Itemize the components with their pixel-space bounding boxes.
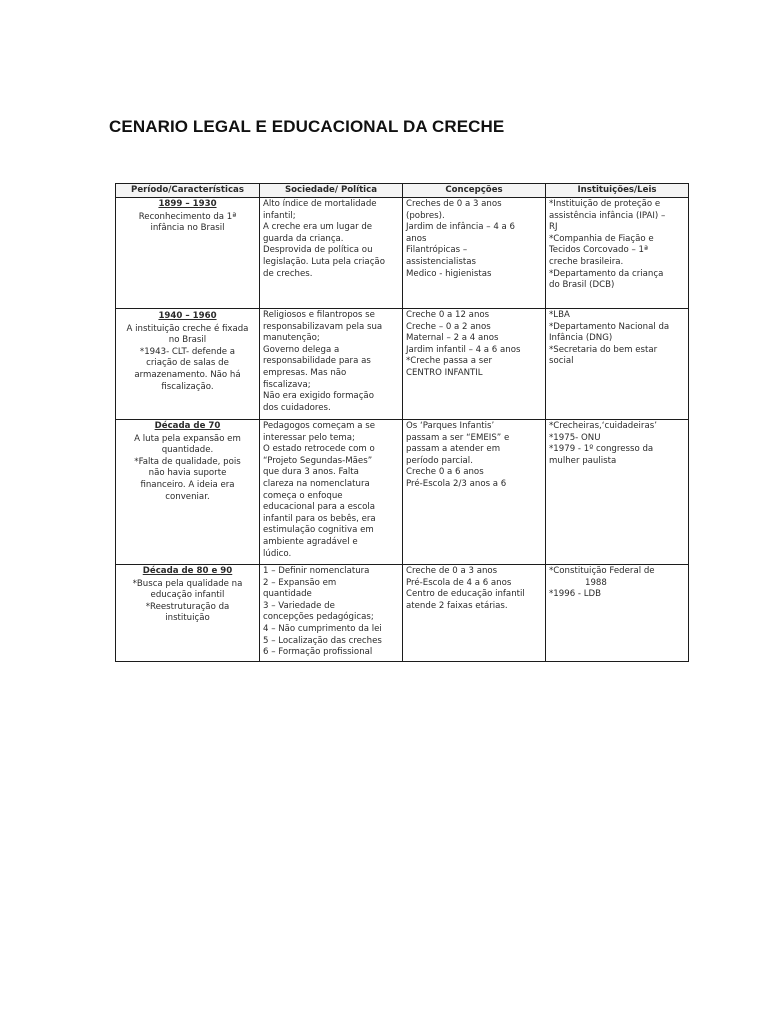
period-name: Década de 80 e 90 bbox=[142, 566, 233, 576]
cell-line: CENTRO INFANTIL bbox=[406, 367, 483, 378]
cell-line: assistência infância (IPAI) – bbox=[549, 210, 666, 221]
cell-line: 4 – Não cumprimento da lei bbox=[263, 623, 382, 634]
cell-line: fiscalizava; bbox=[263, 379, 311, 390]
cell-line: Centro de educação infantil bbox=[406, 589, 525, 600]
period-text: *Busca pela qualidade na bbox=[132, 578, 243, 589]
period-text: Reconhecimento da 1ª bbox=[138, 211, 237, 222]
cell-line: *Secretaria do bem estar bbox=[549, 344, 658, 355]
period-text: educação infantil bbox=[150, 590, 225, 601]
cell-line: Jardim de infância – 4 a 6 bbox=[406, 222, 515, 233]
cell-line: Creche 0 a 12 anos bbox=[406, 310, 490, 320]
cell-line: Jardim infantil – 4 a 6 anos bbox=[406, 344, 521, 355]
period-text: financeiro. A ideia era bbox=[140, 479, 235, 490]
sociedade-cell bbox=[260, 309, 403, 420]
cell-line: “Projeto Segundas-Mães” bbox=[263, 455, 373, 466]
instituicoes-cell bbox=[546, 420, 689, 565]
creche-history-table bbox=[115, 183, 689, 662]
cell-line: *Crecheiras,‘cuidadeiras’ bbox=[549, 421, 657, 431]
period-text: *1943- CLT- defende a bbox=[139, 346, 236, 357]
cell-line: passam a ser “EMEIS” e bbox=[406, 432, 510, 443]
cell-line: *Departamento Nacional da bbox=[549, 321, 670, 332]
cell-line: *1996 - LDB bbox=[549, 589, 602, 600]
cell-line: que dura 3 anos. Falta bbox=[263, 467, 359, 478]
sociedade-cell bbox=[260, 198, 403, 309]
cell-line: 1988 bbox=[585, 577, 607, 588]
cell-line: 1 – Definir nomenclatura bbox=[263, 566, 370, 576]
cell-line: concepções pedagógicas; bbox=[263, 612, 374, 623]
cell-line: Infância (DNG) bbox=[549, 333, 613, 344]
sociedade-cell bbox=[260, 420, 403, 565]
cell-line: de creches. bbox=[263, 268, 313, 279]
instituicoes-cell bbox=[546, 565, 689, 662]
table-row bbox=[116, 565, 689, 662]
cell-line: (pobres). bbox=[406, 210, 445, 221]
cell-line: Creches de 0 a 3 anos bbox=[406, 199, 502, 209]
cell-line: assistencialistas bbox=[406, 256, 476, 267]
cell-line: *Constituição Federal de bbox=[549, 566, 655, 576]
period-text: *Falta de qualidade, pois bbox=[134, 456, 241, 467]
cell-line: *Creche passa a ser bbox=[406, 356, 493, 367]
cell-line: interessar pelo tema; bbox=[263, 432, 355, 443]
period-text: A luta pela expansão em bbox=[134, 433, 241, 444]
cell-line: Filantrópicas – bbox=[406, 245, 468, 256]
table-header-row bbox=[116, 184, 689, 198]
cell-line: Creche de 0 a 3 anos bbox=[406, 566, 498, 576]
cell-line: Tecidos Corcovado – 1ª bbox=[549, 245, 649, 256]
cell-line: social bbox=[549, 356, 574, 367]
table-row bbox=[116, 198, 689, 309]
cell-line: começa o enfoque bbox=[263, 490, 343, 501]
concepcoes-cell bbox=[403, 198, 546, 309]
cell-line: lúdico. bbox=[263, 548, 292, 559]
instituicoes-cell bbox=[546, 309, 689, 420]
period-text: no Brasil bbox=[168, 335, 207, 346]
cell-line: Pré-Escola de 4 a 6 anos bbox=[406, 577, 512, 588]
cell-line: legislação. Luta pela criação bbox=[263, 256, 385, 267]
period-cell bbox=[116, 420, 260, 565]
table-row bbox=[116, 309, 689, 420]
cell-line: anos bbox=[406, 233, 427, 244]
cell-line: *Instituição de proteção e bbox=[549, 199, 661, 209]
period-name: Década de 70 bbox=[154, 421, 221, 431]
cell-line: Creche 0 a 6 anos bbox=[406, 467, 484, 478]
cell-line: 5 – Localização das creches bbox=[263, 635, 382, 646]
cell-line: creche brasileira. bbox=[549, 256, 624, 267]
period-cell bbox=[116, 309, 260, 420]
period-text: A instituição creche é fixada bbox=[126, 323, 249, 334]
header-concepcoes: Concepções bbox=[403, 184, 546, 198]
cell-line: Alto índice de mortalidade bbox=[263, 199, 377, 209]
period-text: quantidade. bbox=[161, 445, 214, 456]
cell-line: período parcial. bbox=[406, 455, 473, 466]
period-text: fiscalização. bbox=[161, 381, 214, 392]
period-name: 1940 – 1960 bbox=[158, 311, 217, 321]
period-text: infância no Brasil bbox=[150, 223, 225, 234]
period-cell bbox=[116, 565, 260, 662]
header-periodo: Período/Características bbox=[116, 184, 260, 198]
cell-line: Pedagogos começam a se bbox=[263, 421, 376, 431]
cell-line: mulher paulista bbox=[549, 455, 617, 466]
period-text: instituição bbox=[165, 613, 210, 624]
cell-line: Religiosos e filantropos se bbox=[263, 310, 375, 320]
cell-line: Creche – 0 a 2 anos bbox=[406, 321, 491, 332]
cell-line: atende 2 faixas etárias. bbox=[406, 600, 508, 611]
cell-line: manutenção; bbox=[263, 333, 320, 344]
cell-line: A creche era um lugar de bbox=[263, 222, 373, 233]
cell-line: passam a atender em bbox=[406, 444, 501, 455]
cell-line: O estado retrocede com o bbox=[263, 444, 375, 455]
cell-line: Governo delega a bbox=[263, 344, 340, 355]
cell-line: 2 – Expansão em bbox=[263, 577, 337, 588]
cell-line: responsabilidade para as bbox=[263, 356, 371, 367]
cell-line: empresas. Mas não bbox=[263, 367, 347, 378]
cell-line: Desprovida de política ou bbox=[263, 245, 373, 256]
cell-line: *1975- ONU bbox=[549, 432, 601, 443]
cell-line: *Companhia de Fiação e bbox=[549, 233, 654, 244]
period-text: criação de salas de bbox=[146, 358, 229, 369]
cell-line: clareza na nomenclatura bbox=[263, 478, 370, 489]
cell-line: 3 – Variedade de bbox=[263, 600, 335, 611]
concepcoes-cell bbox=[403, 309, 546, 420]
instituicoes-cell bbox=[546, 198, 689, 309]
table-row bbox=[116, 420, 689, 565]
period-text: *Reestruturação da bbox=[145, 601, 230, 612]
cell-line: Maternal – 2 a 4 anos bbox=[406, 333, 499, 344]
cell-line: responsabilizavam pela sua bbox=[263, 321, 383, 332]
cell-line: Pré-Escola 2/3 anos a 6 bbox=[406, 478, 507, 489]
cell-line: *1979 - 1º congresso da bbox=[549, 444, 654, 455]
period-name: 1899 – 1930 bbox=[158, 199, 217, 209]
cell-line: *Departamento da criança bbox=[549, 268, 664, 279]
cell-line: *LBA bbox=[549, 310, 570, 320]
cell-line: dos cuidadores. bbox=[263, 402, 331, 413]
cell-line: ambiente agradável e bbox=[263, 536, 358, 547]
period-text: armazenamento. Não há bbox=[134, 369, 241, 380]
sociedade-cell bbox=[260, 565, 403, 662]
cell-line: estimulação cognitiva em bbox=[263, 525, 374, 536]
cell-line: infantil; bbox=[263, 210, 296, 221]
period-text: conveniar. bbox=[165, 491, 210, 502]
cell-line: educacional para a escola bbox=[263, 502, 376, 513]
header-instituicoes: Instituições/Leis bbox=[546, 184, 689, 198]
cell-line: infantil para os bebês, era bbox=[263, 513, 376, 524]
cell-line: guarda da criança. bbox=[263, 233, 344, 244]
cell-line: do Brasil (DCB) bbox=[549, 280, 615, 291]
concepcoes-cell bbox=[403, 420, 546, 565]
cell-line: quantidade bbox=[263, 589, 312, 600]
cell-line: Os ‘Parques Infantis’ bbox=[406, 421, 495, 431]
cell-line: 6 – Formação profissional bbox=[263, 647, 373, 658]
cell-line: Não era exigido formação bbox=[263, 391, 374, 402]
cell-line: Medico - higienistas bbox=[406, 268, 492, 279]
period-text: não havia suporte bbox=[148, 468, 227, 479]
period-cell bbox=[116, 198, 260, 309]
concepcoes-cell bbox=[403, 565, 546, 662]
cell-line: RJ bbox=[549, 222, 558, 233]
header-sociedade: Sociedade/ Política bbox=[260, 184, 403, 198]
page-title: CENARIO LEGAL E EDUCACIONAL DA CRECHE bbox=[109, 117, 505, 136]
